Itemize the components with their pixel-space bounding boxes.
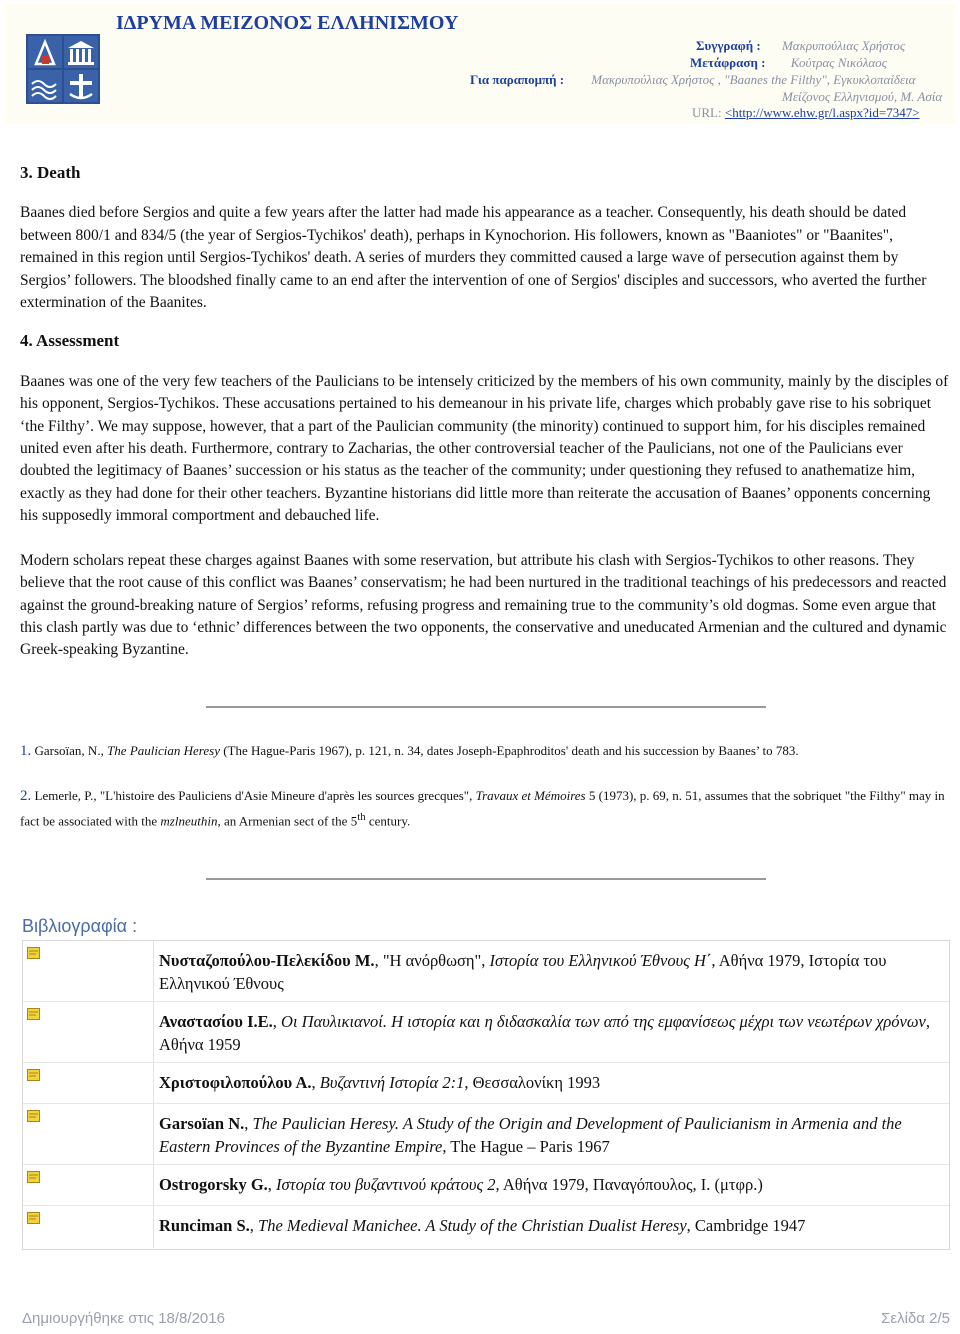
bib-title: Ιστορία του βυζαντινού κράτους 2 xyxy=(276,1175,496,1194)
bibliography-row xyxy=(23,1165,949,1205)
citation-label: Για παραπομπή : xyxy=(470,72,565,87)
note-icon xyxy=(27,947,40,959)
url-label: URL: xyxy=(692,105,722,120)
citation-line xyxy=(470,72,915,88)
assessment-paragraph-2: Modern scholars repeat these charges against Baanes with some reservation, but attribute his clash with Sergios-Tychikos to other reasons. They believe that the root cause of this conflict was Baanes’ conservatism; he had been nurtured in the traditional teachings of his predecessors and reacted against the ground-breaking nature of Sergios’ reforms, refusing progress and remaining true to the community’s old dogmas. Some even argue that this clash partly was due to ‘ethnic’ differences between the two opponents, the conservative and uneducated Armenian and the cultured and dynamic Greek-speaking Byzantine. xyxy=(20,551,947,659)
bibliography-entry xyxy=(159,1010,939,1056)
bibliography-entry xyxy=(159,1071,939,1094)
bib-text: , "Η ανόρθωση", xyxy=(374,951,490,970)
assessment-heading: 4. Assessment xyxy=(20,331,120,351)
bib-text: , Αθήνα 1979, Ιστορία του Ελληνικού Έθνους xyxy=(159,951,887,993)
bib-text: , Αθήνα 1959 xyxy=(159,1012,930,1054)
author-line xyxy=(696,38,905,54)
footnote-number[interactable]: 2. xyxy=(20,788,32,804)
footnote-author: Lemerle, P., xyxy=(34,788,97,803)
author-label: Συγγραφή : xyxy=(696,38,761,53)
bib-author: Garsoïan N. xyxy=(159,1114,245,1133)
bib-author: Νυσταζοπούλου-Πελεκίδου Μ. xyxy=(159,951,375,970)
footnote-text: , an Armenian sect of the 5 xyxy=(217,813,358,829)
bibliography-row xyxy=(23,941,949,1001)
footnote-text: "L'histoire des Pauliciens d'Asie Mineure d'après les sources grecques", xyxy=(96,788,476,803)
bibliography-entry xyxy=(159,949,939,995)
bibliography-icon-cell xyxy=(23,1206,154,1248)
bib-text: , xyxy=(249,1216,259,1235)
bib-author: Ostrogorsky G. xyxy=(159,1175,268,1194)
footnote-1 xyxy=(20,740,950,762)
foundation-logo-icon xyxy=(26,34,100,104)
note-icon xyxy=(27,1212,40,1224)
bibliography-entry xyxy=(159,1214,939,1237)
note-icon xyxy=(27,1008,40,1020)
footnote-text: (The Hague-Paris 1967), p. 121, n. 34, dates Joseph-Epaphroditos' death and his succession by Baanes’ to 783. xyxy=(219,743,799,758)
document-header xyxy=(4,4,956,124)
citation-line-2 xyxy=(782,89,942,105)
footnote-number[interactable]: 1. xyxy=(20,743,32,759)
footer-created: Δημιουργήθηκε στις 18/8/2016 xyxy=(22,1310,225,1327)
bibliography-row xyxy=(23,1063,949,1103)
bib-text: , xyxy=(244,1114,253,1133)
bib-author: Runciman S. xyxy=(159,1216,250,1235)
bib-text: , xyxy=(272,1012,282,1031)
citation-value-2: Μείζονος Ελληνισμού, Μ. Ασία xyxy=(782,89,943,104)
bibliography-row xyxy=(23,1104,949,1164)
footnote-text: 5 (1973), p. 69, n. 51, assumes that the sobriquet "the Filthy" may in fact be associated with the xyxy=(20,788,945,829)
bib-author: Χριστοφιλοπούλου Α. xyxy=(159,1073,312,1092)
bib-title: Ιστορία του Ελληνικού Έθνους Η΄ xyxy=(489,951,712,970)
bib-text: , xyxy=(267,1175,277,1194)
bib-title: Οι Παυλικιανοί. Η ιστορία και η διδασκαλία των από της εμφανίσεως μέχρι των νεωτέρων χρόνων xyxy=(281,1012,926,1031)
bibliography-title: Βιβλιογραφία : xyxy=(22,916,138,936)
bibliography-separator xyxy=(206,878,766,880)
footnote-title: Travaux et Mémoires xyxy=(475,788,586,803)
footnote-2 xyxy=(20,785,950,831)
note-icon xyxy=(27,1110,40,1122)
bibliography-entry xyxy=(159,1112,939,1158)
footnote-separator xyxy=(206,706,766,708)
bib-text: , Cambridge 1947 xyxy=(686,1216,806,1235)
assessment-paragraph-1: Baanes was one of the very few teachers of the Paulicians to be intensely criticized by the members of his own community, mainly by the disciples of his opponent, Sergios-Tychikos. These accusations pertained to his demeanour in his private life, charges which probably gave rise to his sobriquet ‘the Filthy’. We may suppose, however, that a part of the Paulician community (the minority) continued to support him, for his disciples remained united even after his death. Furthermore, contrary to Zacharias, the other controversial teacher of the Paulicians, not one of the Paulicians ever doubted the legitimacy of Baanes’ succession or his status as the teacher of the community; under questioning they refused to anathematize him, exactly as they had done for their other teachers. Byzantine historians did little more than reiterate the accusation of Baanes’ opponents concerning his supposedly immoral comportment and debauched life. xyxy=(20,372,949,525)
article-body xyxy=(20,162,950,662)
death-paragraph: Baanes died before Sergios and quite a few years after the latter had made his appearance as a teacher. Consequently, his death should be dated between 800/1 and 834/5 (the year of Sergios-Tychikos' death), perhaps in Kynochorion. His followers, known as "Baaniotes" or "Baanites", remained in this region until Sergios-Tychikos' death. A series of murders they committed caused a large wave of persecution against them by Sergios’ followers. The bloodshed finally came to an end after the intervention of one of Sergios' disciples and successors, who averted the further extermination of the Baanites. xyxy=(20,204,927,312)
footnote-term: mzlneuthin xyxy=(160,813,218,829)
translation-label: Μετάφραση : xyxy=(690,55,766,70)
bib-text: , Αθήνα 1979, Παναγόπουλος, Ι. (μτφρ.) xyxy=(495,1175,763,1194)
note-icon xyxy=(27,1069,40,1081)
bibliography-icon-cell xyxy=(23,1002,154,1062)
bib-title: The Paulician Heresy. A Study of the Origin and Development of Paulicianism in Armenia and the Eastern Provinces of the Byzantine Empire xyxy=(159,1114,902,1156)
bibliography-icon-cell xyxy=(23,1063,154,1103)
bib-title: The Medieval Manichee. A Study of the Christian Dualist Heresy xyxy=(258,1216,687,1235)
bibliography-icon-cell xyxy=(23,1165,154,1205)
footnote-sup: th xyxy=(357,811,366,823)
bibliography-icon-cell xyxy=(23,1104,154,1164)
translation-line xyxy=(690,55,887,71)
footer-page-number: Σελίδα 2/5 xyxy=(881,1310,950,1327)
death-heading: 3. Death xyxy=(20,163,81,182)
bib-author: Αναστασίου Ι.Ε. xyxy=(159,1012,273,1031)
footnote-text: century. xyxy=(365,813,411,829)
bibliography-entry xyxy=(159,1173,939,1196)
footnote-title: The Paulician Heresy xyxy=(107,743,220,758)
bibliography-table xyxy=(22,940,950,1250)
bibliography-icon-cell xyxy=(23,941,154,1001)
footnote-author: Garsoïan, N., xyxy=(34,743,104,758)
translation-value: Κούτρας Νικόλαος xyxy=(790,55,887,70)
bib-text: , The Hague – Paris 1967 xyxy=(442,1137,610,1156)
url-line xyxy=(692,105,920,121)
bib-title: Βυζαντινή Ιστορία 2:1 xyxy=(319,1073,465,1092)
url-link[interactable]: <http://www.ehw.gr/l.aspx?id=7347> xyxy=(724,105,920,120)
note-icon xyxy=(27,1171,40,1183)
bib-text: , xyxy=(311,1073,320,1092)
citation-value-1: Μακρυπούλιας Χρήστος , "Baanes the Filthy", Εγκυκλοπαίδεια xyxy=(591,72,916,87)
bibliography-row xyxy=(23,1206,949,1248)
bibliography-row xyxy=(23,1002,949,1062)
bib-text: , Θεσσαλονίκη 1993 xyxy=(464,1073,601,1092)
author-value: Μακρυπούλιας Χρήστος xyxy=(781,38,906,53)
org-title: ΙΔΡΥΜΑ ΜΕΙΖΟΝΟΣ ΕΛΛΗΝΙΣΜΟΥ xyxy=(116,12,459,34)
